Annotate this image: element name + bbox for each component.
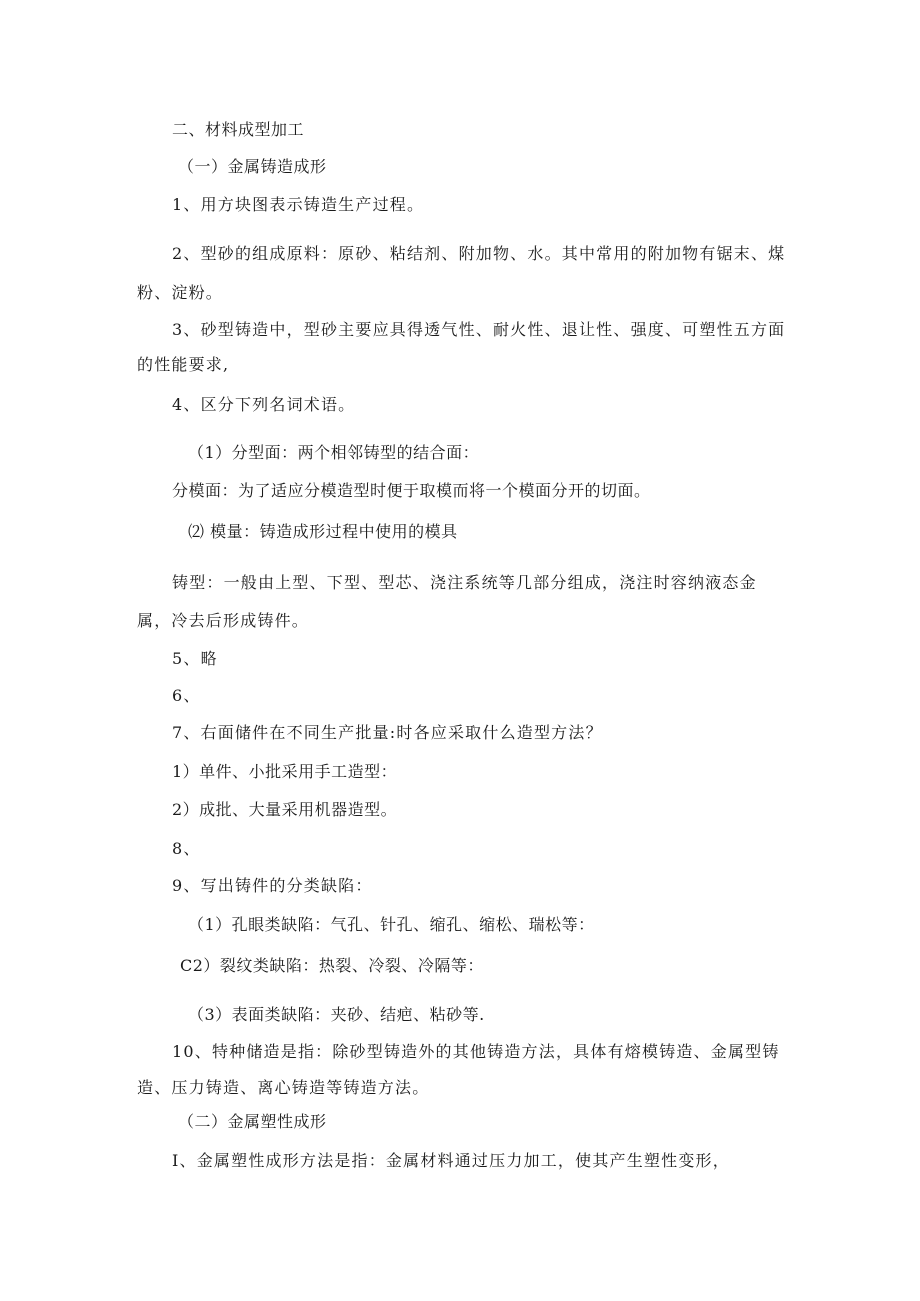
paragraph-8: 8、 xyxy=(172,839,201,858)
term-parting-surface: （1）分型面：两个相邻铸型的结合面： xyxy=(188,443,480,462)
paragraph-9: 9、写出铸件的分类缺陷： xyxy=(172,876,373,895)
subsection-title-casting: （一）金属铸造成形 xyxy=(178,157,327,176)
paragraph-5: 5、略 xyxy=(172,649,218,668)
paragraph-10-line-1: 10、特种储造是指：除砂型铸造外的其他铸造方法，具体有熔模铸造、金属型铸 xyxy=(172,1042,780,1061)
paragraph-4: 4、区分下列名词术语。 xyxy=(172,395,356,414)
paragraph-7-item-1: 1）单件、小批采用手工造型： xyxy=(172,762,398,781)
paragraph-6: 6、 xyxy=(172,686,201,705)
section-title: 二、材料成型加工 xyxy=(172,120,305,139)
paragraph-2-line-1: 2、型砂的组成原料：原砂、粘结剂、附加物、水。其中常用的附加物有锯末、煤 xyxy=(172,244,786,263)
term-pattern-parting-surface: 分模面：为了适应分模造型时便于取模而将一个模面分开的切面。 xyxy=(172,481,651,500)
paragraph-I: I、金属塑性成形方法是指：金属材料通过压力加工，使其产生塑性变形， xyxy=(172,1151,730,1170)
subsection-title-plastic-forming: （二）金属塑性成形 xyxy=(178,1112,327,1131)
paragraph-10-line-2: 造、压力铸造、离心铸造等铸造方法。 xyxy=(137,1078,430,1097)
defect-holes: （1）孔眼类缺陷：气孔、针孔、缩孔、缩松、瑞松等： xyxy=(188,915,595,934)
paragraph-1: 1、用方块图表示铸造生产过程。 xyxy=(172,195,425,214)
paragraph-3-line-1: 3、砂型铸造中，型砂主要应具得透气性、耐火性、退让性、强度、可塑性五方面 xyxy=(172,320,786,339)
term-pattern: ⑵ 模量：铸造成形过程中使用的模具 xyxy=(188,522,458,541)
paragraph-2-line-2: 粉、淀粉。 xyxy=(137,283,224,302)
paragraph-7-item-2: 2）成批、大量采用机器造型。 xyxy=(172,800,398,819)
term-mold-line-1: 铸型：一般由上型、下型、型芯、浇注系统等几部分组成，浇注时容纳液态金 xyxy=(172,573,757,592)
paragraph-7: 7、右面储件在不同生产批量:时各应采取什么造型方法？ xyxy=(172,723,603,742)
paragraph-3-line-2: 的性能要求, xyxy=(137,355,230,374)
defect-cracks: C2）裂纹类缺陷：热裂、冷裂、冷隔等： xyxy=(180,956,484,975)
defect-surface: （3）表面类缺陷：夹砂、结疤、粘砂等. xyxy=(188,1005,485,1024)
term-mold-line-2: 属，冷去后形成铸件。 xyxy=(137,611,310,630)
